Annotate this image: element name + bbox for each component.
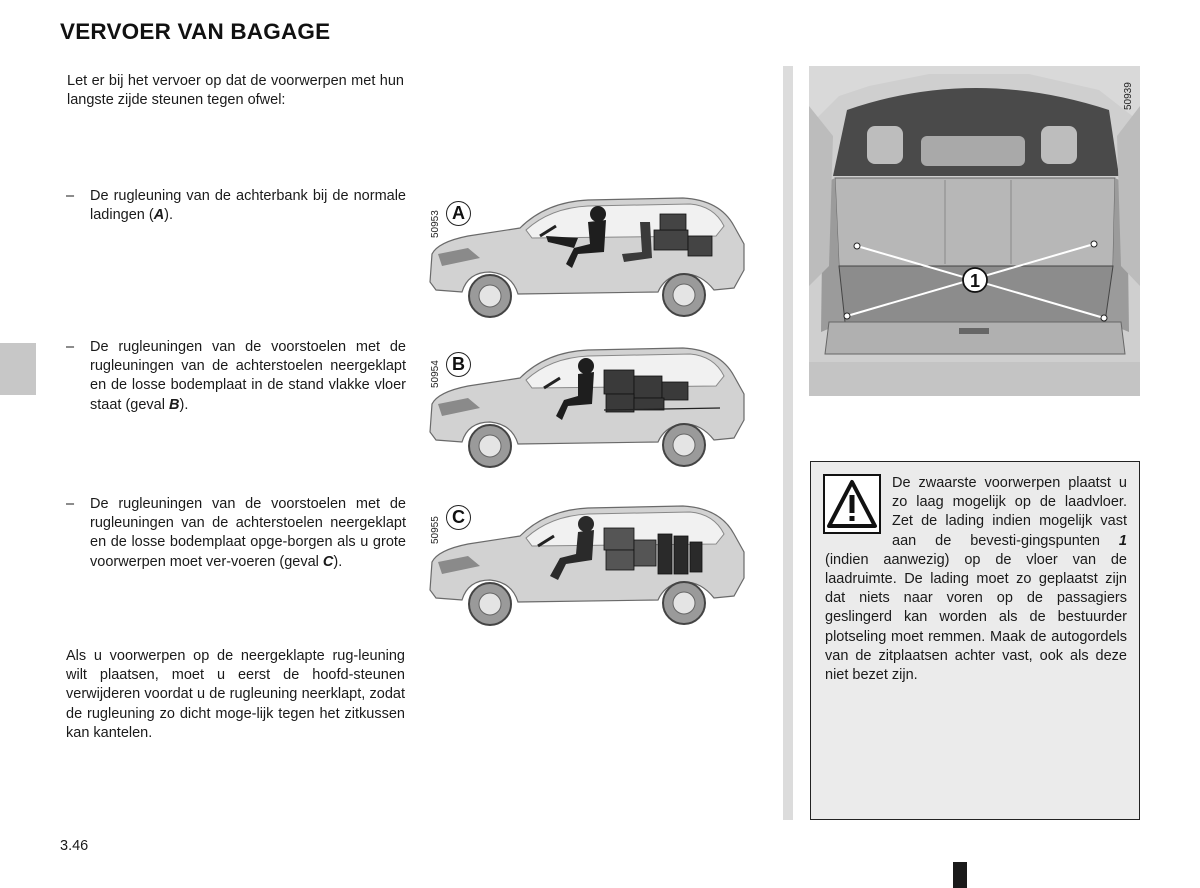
warning-text: De zwaarste voorwerpen plaatst u zo laag mogelijk op de laadvloer. Zet de lading indien mogelijk vast aan de bevesti-gingspunten 1 (indien aanwezig) op de vloer van de laadruimte. De lading moet zo geplaatst zijn dat niets naar voren op de passagiers geslingerd kan worden als de bestuurder plotseling moet remmen. Maak de autogordels van de zitplaatsen achter vast, ook als deze niet bezet zijn. (825, 475, 1127, 684)
figure-code: 50953 (430, 210, 441, 238)
column-divider (783, 66, 793, 820)
bullet-item-a (66, 187, 406, 225)
bullet-text: De rugleuning van de achterbank bij de normale ladingen (A). (90, 188, 406, 224)
page-edge-marker (953, 862, 967, 888)
headrest-note: Als u voorwerpen op de neergeklapte rug-leuning wilt plaatsen, moet u eerst de hoofd-steunen verwijderen voordat u de rugleuning neerklapt, zodat de rugleuning zo dicht moge-lijk tegen het zitkussen kan kantelen. (66, 648, 405, 741)
intro-paragraph: Let er bij het vervoer op dat de voorwerpen met hun langste zijde steunen tegen ofwel: (67, 73, 404, 109)
page-title: VERVOER VAN BAGAGE (60, 19, 331, 44)
figure-b (428, 342, 748, 470)
bullet-text: De rugleuningen van de voorstoelen met de rugleuningen van de achterstoelen neergeklapt en de losse bodemplaat in de stand vlakke vloer staat (geval B). (90, 339, 406, 413)
trunk-illustration (809, 66, 1140, 396)
figure-ref-c: C (322, 553, 334, 570)
photo-code: 50939 (1123, 82, 1134, 110)
figure-letter-badge: B (446, 352, 471, 377)
car-side-illustration (428, 342, 748, 470)
car-side-illustration (428, 500, 748, 628)
bullet-item-b (66, 338, 406, 415)
figure-a (428, 192, 748, 320)
callout-number: 1 (969, 271, 981, 291)
car-side-illustration (428, 192, 748, 320)
trunk-photo (809, 66, 1140, 396)
figure-c (428, 500, 748, 628)
anchor-point-ref: 1 (1118, 532, 1127, 549)
figure-ref-a: A (153, 207, 165, 224)
figure-code: 50954 (430, 360, 441, 388)
figure-letter-badge: A (446, 201, 471, 226)
bullet-text: De rugleuningen van de voorstoelen met de rugleuningen van de achterstoelen neergeklapt en de losse bodemplaat opge-borgen als u grote voorwerpen moet ver-voeren (geval C). (90, 496, 406, 570)
figure-letter-badge: C (446, 505, 471, 530)
warning-box (810, 461, 1140, 820)
section-tab (0, 343, 36, 395)
figure-code: 50955 (430, 516, 441, 544)
bullet-dash: – (66, 339, 75, 355)
bullet-dash: – (66, 188, 75, 204)
bullet-item-c (66, 495, 406, 572)
page-number: 3.46 (60, 838, 89, 854)
figure-ref-b: B (169, 396, 180, 413)
bullet-dash: – (66, 496, 75, 512)
